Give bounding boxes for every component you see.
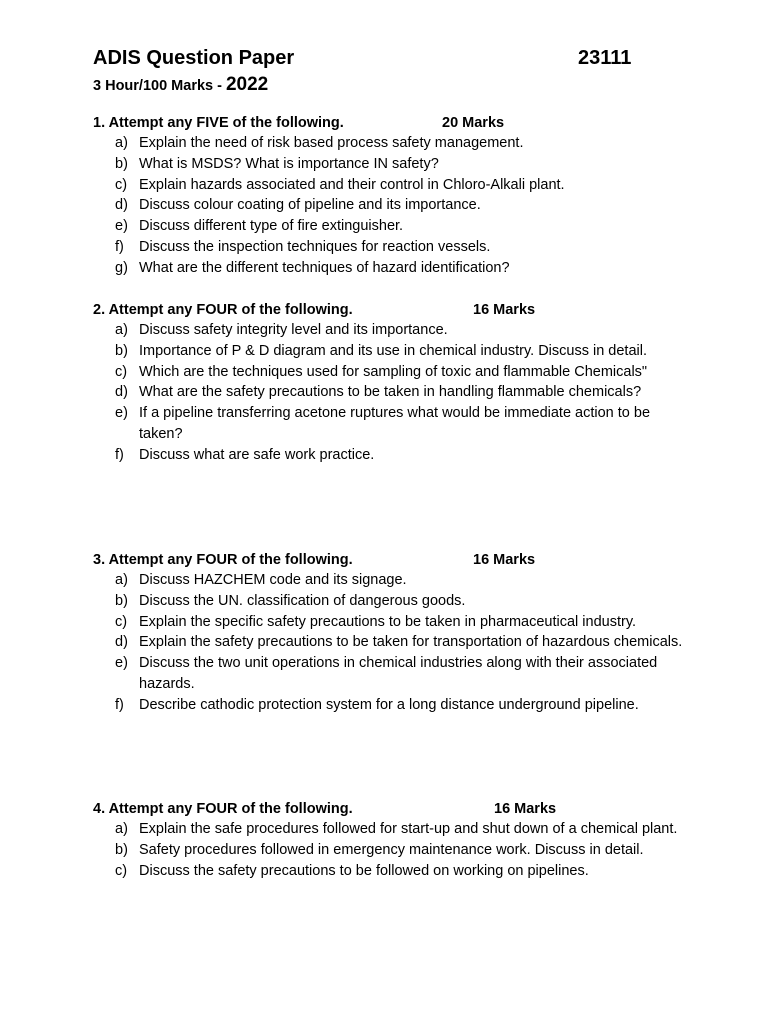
section-heading: 3. Attempt any FOUR of the following. xyxy=(93,552,353,568)
section-2 xyxy=(93,300,683,466)
question-label: b) xyxy=(115,155,128,172)
section-heading: 2. Attempt any FOUR of the following. xyxy=(93,302,353,318)
question-item xyxy=(93,861,683,882)
question-label: c) xyxy=(115,862,128,879)
section-4 xyxy=(93,799,683,881)
duration-marks: 3 Hour/100 Marks - xyxy=(93,78,226,94)
question-item xyxy=(93,195,683,216)
section-marks: 16 Marks xyxy=(494,801,557,817)
section-heading: 1. Attempt any FIVE of the following. xyxy=(93,115,344,131)
question-item xyxy=(93,819,683,840)
question-item xyxy=(93,362,683,383)
section-3-header xyxy=(93,550,683,570)
question-label: a) xyxy=(115,821,128,837)
question-text: What are the safety precautions to be taken in handling flammable chemicals? xyxy=(139,384,642,401)
section-marks: 20 Marks xyxy=(442,115,505,131)
question-text: Discuss HAZCHEM code and its signage. xyxy=(139,572,407,588)
question-text: What are the different techniques of hazard identification? xyxy=(139,259,510,276)
question-label: f) xyxy=(115,446,124,463)
question-label: e) xyxy=(115,655,128,672)
question-text: Explain the need of risk based process safety management. xyxy=(139,135,524,151)
question-label: f) xyxy=(115,696,124,713)
question-label: a) xyxy=(115,135,128,151)
paper-subtitle xyxy=(93,72,268,99)
question-label: b) xyxy=(115,342,128,359)
question-label: d) xyxy=(115,634,128,651)
section-marks: 16 Marks xyxy=(473,552,536,568)
section-heading: 4. Attempt any FOUR of the following. xyxy=(93,801,353,817)
question-item xyxy=(93,632,683,653)
question-label: d) xyxy=(115,384,128,401)
section-marks: 16 Marks xyxy=(473,302,536,318)
paper-code: 23111 xyxy=(578,47,632,69)
question-text: Discuss the inspection techniques for reaction vessels. xyxy=(139,238,491,255)
question-text: Which are the techniques used for sampling of toxic and flammable Chemicals" xyxy=(139,363,648,380)
question-text: Explain hazards associated and their control in Chloro-Alkali plant. xyxy=(139,176,565,193)
question-label: b) xyxy=(115,841,128,858)
question-label: f) xyxy=(115,238,124,255)
paper-year: 2022 xyxy=(225,74,269,95)
question-text: Importance of P & D diagram and its use in chemical industry. Discuss in detail. xyxy=(139,342,647,359)
question-item xyxy=(93,341,683,362)
question-label: d) xyxy=(115,197,128,214)
question-item xyxy=(93,445,683,466)
question-text: Explain the specific safety precautions to be taken in pharmaceutical industry. xyxy=(139,613,637,630)
question-label: c) xyxy=(115,176,128,193)
question-text: Discuss the UN. classification of dangerous goods. xyxy=(139,592,466,609)
question-item xyxy=(93,570,683,591)
question-item xyxy=(93,612,683,633)
question-item xyxy=(93,133,683,154)
section-1 xyxy=(93,113,683,279)
question-label: a) xyxy=(115,322,128,338)
question-label: c) xyxy=(115,363,128,380)
question-text: Describe cathodic protection system for a long distance underground pipeline. xyxy=(139,696,639,713)
question-text: Discuss the safety precautions to be followed on working on pipelines. xyxy=(139,862,589,879)
question-text: If a pipeline transferring acetone ruptures what would be immediate action to be taken? xyxy=(139,405,651,442)
question-label: g) xyxy=(115,259,128,276)
question-label: c) xyxy=(115,613,128,630)
question-item xyxy=(93,591,683,612)
question-item xyxy=(93,840,683,861)
question-item xyxy=(93,695,683,716)
question-item xyxy=(93,382,683,403)
question-text: Discuss different type of fire extinguisher. xyxy=(139,218,404,235)
question-item xyxy=(93,175,683,196)
question-label: a) xyxy=(115,572,128,588)
question-text: What is MSDS? What is importance IN safety? xyxy=(139,155,439,172)
question-item xyxy=(93,258,683,279)
question-item xyxy=(93,653,683,695)
question-label: e) xyxy=(115,218,128,235)
paper-title: ADIS Question Paper xyxy=(93,47,295,69)
question-text: Discuss safety integrity level and its importance. xyxy=(139,322,448,338)
question-item xyxy=(93,320,683,341)
question-item xyxy=(93,154,683,175)
section-3 xyxy=(93,550,683,716)
section-4-header xyxy=(93,799,683,819)
question-text: Discuss the two unit operations in chemical industries along with their associated hazards. xyxy=(139,655,658,692)
question-text: Discuss colour coating of pipeline and its importance. xyxy=(139,197,481,214)
question-text: Explain the safety precautions to be taken for transportation of hazardous chemicals. xyxy=(139,634,683,651)
section-1-header xyxy=(93,113,683,133)
question-label: b) xyxy=(115,592,128,609)
question-item xyxy=(93,237,683,258)
question-item xyxy=(93,403,683,445)
question-label: e) xyxy=(115,405,128,422)
question-text: Explain the safe procedures followed for start-up and shut down of a chemical plant. xyxy=(139,821,678,837)
question-text: Safety procedures followed in emergency maintenance work. Discuss in detail. xyxy=(139,841,644,858)
question-text: Discuss what are safe work practice. xyxy=(139,446,375,463)
question-item xyxy=(93,216,683,237)
section-2-header xyxy=(93,300,683,320)
